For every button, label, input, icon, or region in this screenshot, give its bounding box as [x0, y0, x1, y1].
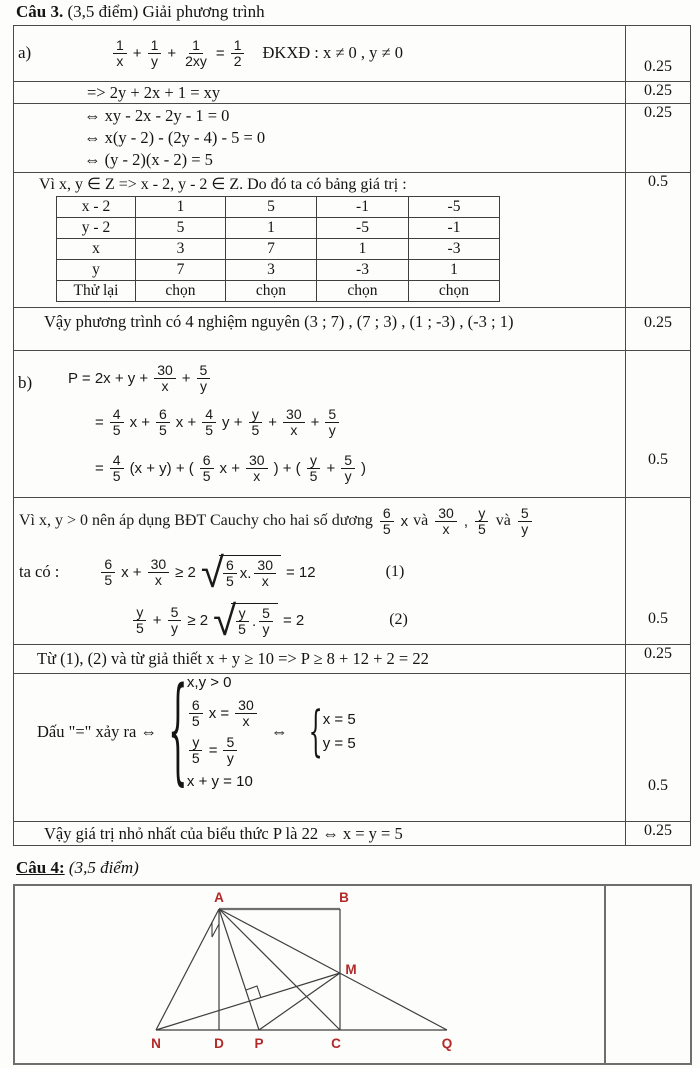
- math-token: P = 2x + y +: [68, 369, 149, 387]
- table-row: [14, 822, 691, 846]
- segment-AN: [156, 909, 219, 1030]
- segment-AC: [219, 909, 340, 1030]
- point-label-Q: Q: [441, 1036, 453, 1051]
- math-token: +: [132, 44, 142, 62]
- solution-step-cell: [14, 173, 626, 308]
- value-cell: y - 2: [57, 218, 136, 239]
- fraction: $\frac{4}{5}$: [202, 407, 216, 437]
- domain-condition: ĐKXĐ : x ≠ 0 , y ≠ 0: [262, 43, 403, 62]
- table-row: [57, 218, 500, 239]
- table-row: [14, 885, 691, 1064]
- table-row: [14, 674, 691, 822]
- math-token: ): [361, 459, 367, 477]
- value-cell: chọn: [226, 281, 317, 302]
- math-token: +: [326, 459, 336, 477]
- math-token: x +: [121, 563, 142, 581]
- fraction: $\frac{6}{5}$: [223, 558, 237, 588]
- math-token: +: [181, 369, 191, 387]
- equation-b-line2: [95, 401, 625, 443]
- math-token: (x + y) + (: [129, 459, 194, 477]
- table-row: [14, 308, 691, 351]
- equality-case-text: Dấu "=" xảy ra ⇔: [37, 721, 157, 741]
- cauchy-intro: [14, 500, 625, 542]
- derivation-line: ⇔ xy - 2x - 2y - 1 = 0: [84, 106, 230, 125]
- math-token: = 2: [282, 611, 305, 629]
- score-cell-empty: [605, 885, 691, 1064]
- value-cell: 7: [226, 239, 317, 260]
- fraction: $\frac{4}{5}$: [110, 407, 124, 437]
- value-cell: 5: [136, 218, 226, 239]
- value-cell: chọn: [409, 281, 500, 302]
- score-cell: 0.5: [626, 674, 691, 822]
- system-line: x + y = 10: [186, 772, 253, 790]
- conclusion-b: Vậy giá trị nhỏ nhất của biểu thức P là 22 ⇔ x = y = 5: [44, 824, 403, 843]
- table-row: [57, 281, 500, 302]
- math-token: = 12: [286, 563, 316, 581]
- math-token: x +: [219, 459, 240, 477]
- score-cell: 0.25: [626, 822, 691, 846]
- math-token: .: [251, 613, 257, 630]
- fraction: $\frac{1}{y}$: [148, 38, 162, 68]
- system-line: [187, 735, 259, 765]
- solution-step-cell: [14, 26, 626, 82]
- derivation-line: ⇔ x(y - 2) - (2y - 4) - 5 = 0: [84, 128, 266, 147]
- radical-sign: √: [213, 596, 237, 645]
- score-cell: 0.25: [626, 645, 691, 674]
- math-token: +: [152, 611, 162, 629]
- math-token: x =: [208, 704, 230, 722]
- fraction: $\frac{5}{y}$: [259, 606, 273, 636]
- point-label-M: M: [345, 962, 357, 977]
- inequality-1: [99, 548, 316, 597]
- value-cell: 1: [409, 260, 500, 281]
- value-cell: 1: [317, 239, 409, 260]
- value-cell: chọn: [317, 281, 409, 302]
- equivalence-arrow: ⇔: [270, 721, 288, 741]
- math-token: ) + (: [273, 459, 301, 477]
- table-row: [14, 82, 691, 104]
- table-row: [14, 26, 691, 82]
- math-token: và: [495, 512, 511, 529]
- question3-header: [16, 2, 265, 22]
- equation-b-line1: [68, 359, 625, 397]
- value-cell: y: [57, 260, 136, 281]
- table-row: [14, 173, 691, 308]
- fraction: $\frac{y}{5}$: [133, 605, 147, 635]
- fraction: $\frac{6}{5}$: [200, 453, 214, 483]
- part-b-label: b): [18, 373, 33, 392]
- question3-number: Câu 3.: [16, 2, 64, 21]
- derivation-line: => 2y + 2x + 1 = xy: [87, 83, 221, 102]
- figure-cell: [14, 885, 605, 1064]
- score-cell: 0.5: [626, 498, 691, 645]
- fraction: $\frac{y}{5}$: [235, 606, 249, 636]
- table-row: [14, 645, 691, 674]
- geometry-figure: [15, 886, 604, 1058]
- table-row: [14, 351, 691, 498]
- value-cell: 7: [136, 260, 226, 281]
- math-token: ≥ 2: [175, 563, 196, 581]
- fraction: $\frac{30}{x}$: [235, 698, 257, 728]
- solution-step-cell: [14, 82, 626, 104]
- fraction: $\frac{6}{5}$: [101, 557, 115, 587]
- fraction: $\frac{5}{y}$: [518, 506, 532, 536]
- system-line: [187, 698, 259, 728]
- q3-solution-table: [13, 25, 691, 846]
- math-token: ≥ 2: [187, 611, 209, 629]
- left-brace: {: [167, 664, 188, 798]
- radical-sign: √: [200, 548, 224, 597]
- solution-step-cell: [14, 104, 626, 173]
- fraction: $\frac{1}{x}$: [113, 38, 127, 68]
- equation-b-line3: [95, 447, 625, 489]
- fraction: $\frac{5}{y}$: [223, 735, 237, 765]
- value-cell: -1: [317, 197, 409, 218]
- equation-tag: (2): [389, 611, 408, 628]
- fraction: $\frac{30}{x}$: [254, 558, 276, 588]
- score-cell: 0.5: [626, 173, 691, 308]
- math-token: =: [208, 742, 218, 760]
- math-token: =: [95, 413, 104, 431]
- point-label-D: D: [214, 1036, 224, 1051]
- conclusion-a: Vậy phương trình có 4 nghiệm nguyên (3 ; 7) , (7 ; 3) , (1 ; -3) , (-3 ; 1): [44, 312, 514, 331]
- value-cell: x: [57, 239, 136, 260]
- system-line: y = 5: [322, 735, 356, 753]
- q4-figure-table: [13, 884, 692, 1065]
- fraction: $\frac{1}{2}$: [231, 38, 245, 68]
- system-2: [306, 699, 356, 764]
- fraction: $\frac{5}{y}$: [197, 363, 211, 393]
- fraction: $\frac{y}{5}$: [475, 506, 489, 536]
- fraction: $\frac{6}{5}$: [380, 506, 394, 536]
- value-cell: -1: [409, 218, 500, 239]
- fraction: $\frac{4}{5}$: [110, 453, 124, 483]
- right-angle-mark-at-A: [212, 922, 219, 937]
- solution-step-cell: [14, 664, 626, 822]
- math-token: ,: [463, 512, 468, 530]
- math-token: =: [215, 44, 225, 62]
- math-token: x: [400, 512, 409, 530]
- solution-step-cell: [14, 308, 626, 351]
- point-label-A: A: [214, 890, 224, 905]
- fraction: $\frac{30}{x}$: [154, 363, 176, 393]
- question4-header: [16, 858, 139, 878]
- derivation-line: Từ (1), (2) và từ giả thiết x + y ≥ 10 => P ≥ 8 + 12 + 2 = 22: [37, 649, 429, 668]
- fraction: $\frac{6}{5}$: [189, 698, 203, 728]
- fraction: $\frac{y}{5}$: [307, 453, 321, 483]
- fraction: $\frac{y}{5}$: [248, 407, 262, 437]
- fraction: $\frac{5}{y}$: [168, 605, 182, 635]
- system-1: [163, 664, 259, 798]
- question3-title: (3,5 điểm) Giải phương trình: [67, 2, 265, 21]
- point-label-C: C: [331, 1036, 341, 1051]
- fraction: $\frac{5}{y}$: [325, 407, 339, 437]
- question4-number: Câu 4:: [16, 858, 65, 877]
- math-token: và: [413, 512, 429, 529]
- math-token: +: [268, 413, 278, 431]
- math-token: +: [167, 44, 177, 62]
- math-token: x.: [239, 565, 252, 582]
- solution-step-cell: [14, 498, 626, 645]
- inequality-1-row: [14, 548, 625, 596]
- score-cell: 0.5: [626, 351, 691, 498]
- cauchy-intro-text: Vì x, y > 0 nên áp dụng BĐT Cauchy cho hai số dương: [19, 512, 373, 529]
- value-cell: -3: [317, 260, 409, 281]
- derivation-line: ⇔ (y - 2)(x - 2) = 5: [84, 150, 213, 169]
- math-token: +: [310, 413, 320, 431]
- value-cell: chọn: [136, 281, 226, 302]
- equation-a: [111, 38, 246, 68]
- math-token: y +: [222, 413, 243, 431]
- value-table-intro: Vì x, y ∈ Z => x - 2, y - 2 ∈ Z. Do đó ta có bảng giá trị :: [39, 176, 407, 193]
- value-cell: x - 2: [57, 197, 136, 218]
- table-row: [57, 239, 500, 260]
- point-label-B: B: [339, 890, 349, 905]
- part-a-label: a): [18, 43, 32, 62]
- table-row: [14, 498, 691, 645]
- math-token: =: [95, 459, 104, 477]
- square-root: [200, 548, 281, 597]
- question4-points: (3,5 điểm): [68, 858, 139, 877]
- solution-step-cell: [14, 645, 626, 674]
- point-label-P: P: [254, 1036, 264, 1051]
- score-cell: 0.25: [626, 82, 691, 104]
- inequality-2: [131, 596, 305, 645]
- value-cell: 5: [226, 197, 317, 218]
- segment-NM: [156, 973, 340, 1030]
- value-cell: Thử lại: [57, 281, 136, 302]
- fraction: $\frac{1}{2xy}$: [185, 36, 207, 69]
- fraction: $\frac{30}{x}$: [283, 407, 305, 437]
- solution-step-cell: [14, 822, 626, 846]
- value-cell: 3: [226, 260, 317, 281]
- value-cell: 1: [136, 197, 226, 218]
- system-line: x,y > 0: [186, 674, 232, 691]
- segment-PM: [259, 973, 340, 1030]
- value-cell: 1: [226, 218, 317, 239]
- math-token: x +: [129, 413, 150, 431]
- value-cell: -5: [317, 218, 409, 239]
- fraction: $\frac{30}{x}$: [246, 453, 268, 483]
- score-cell: 0.25: [626, 104, 691, 173]
- inequality-2-row: [131, 596, 625, 644]
- score-cell: 0.25: [626, 308, 691, 351]
- ta-co-label: ta có :: [19, 562, 60, 581]
- point-label-N: N: [151, 1036, 161, 1051]
- value-cell: 3: [136, 239, 226, 260]
- fraction: $\frac{6}{5}$: [156, 407, 170, 437]
- value-cell: -3: [409, 239, 500, 260]
- equation-tag: (1): [385, 563, 405, 580]
- table-row: [14, 104, 691, 173]
- fraction: $\frac{30}{x}$: [435, 506, 457, 536]
- score-cell: 0.25: [626, 26, 691, 82]
- square-root: [213, 596, 278, 645]
- table-row: [57, 260, 500, 281]
- value-table: [56, 196, 500, 302]
- math-token: x +: [175, 413, 197, 431]
- solution-step-cell: [14, 351, 626, 498]
- value-cell: -5: [409, 197, 500, 218]
- system-line: x = 5: [322, 711, 356, 729]
- fraction: $\frac{30}{x}$: [148, 557, 170, 587]
- fraction: $\frac{y}{5}$: [189, 735, 203, 765]
- left-brace: {: [308, 699, 323, 764]
- table-row: [57, 197, 500, 218]
- fraction: $\frac{5}{y}$: [341, 453, 355, 483]
